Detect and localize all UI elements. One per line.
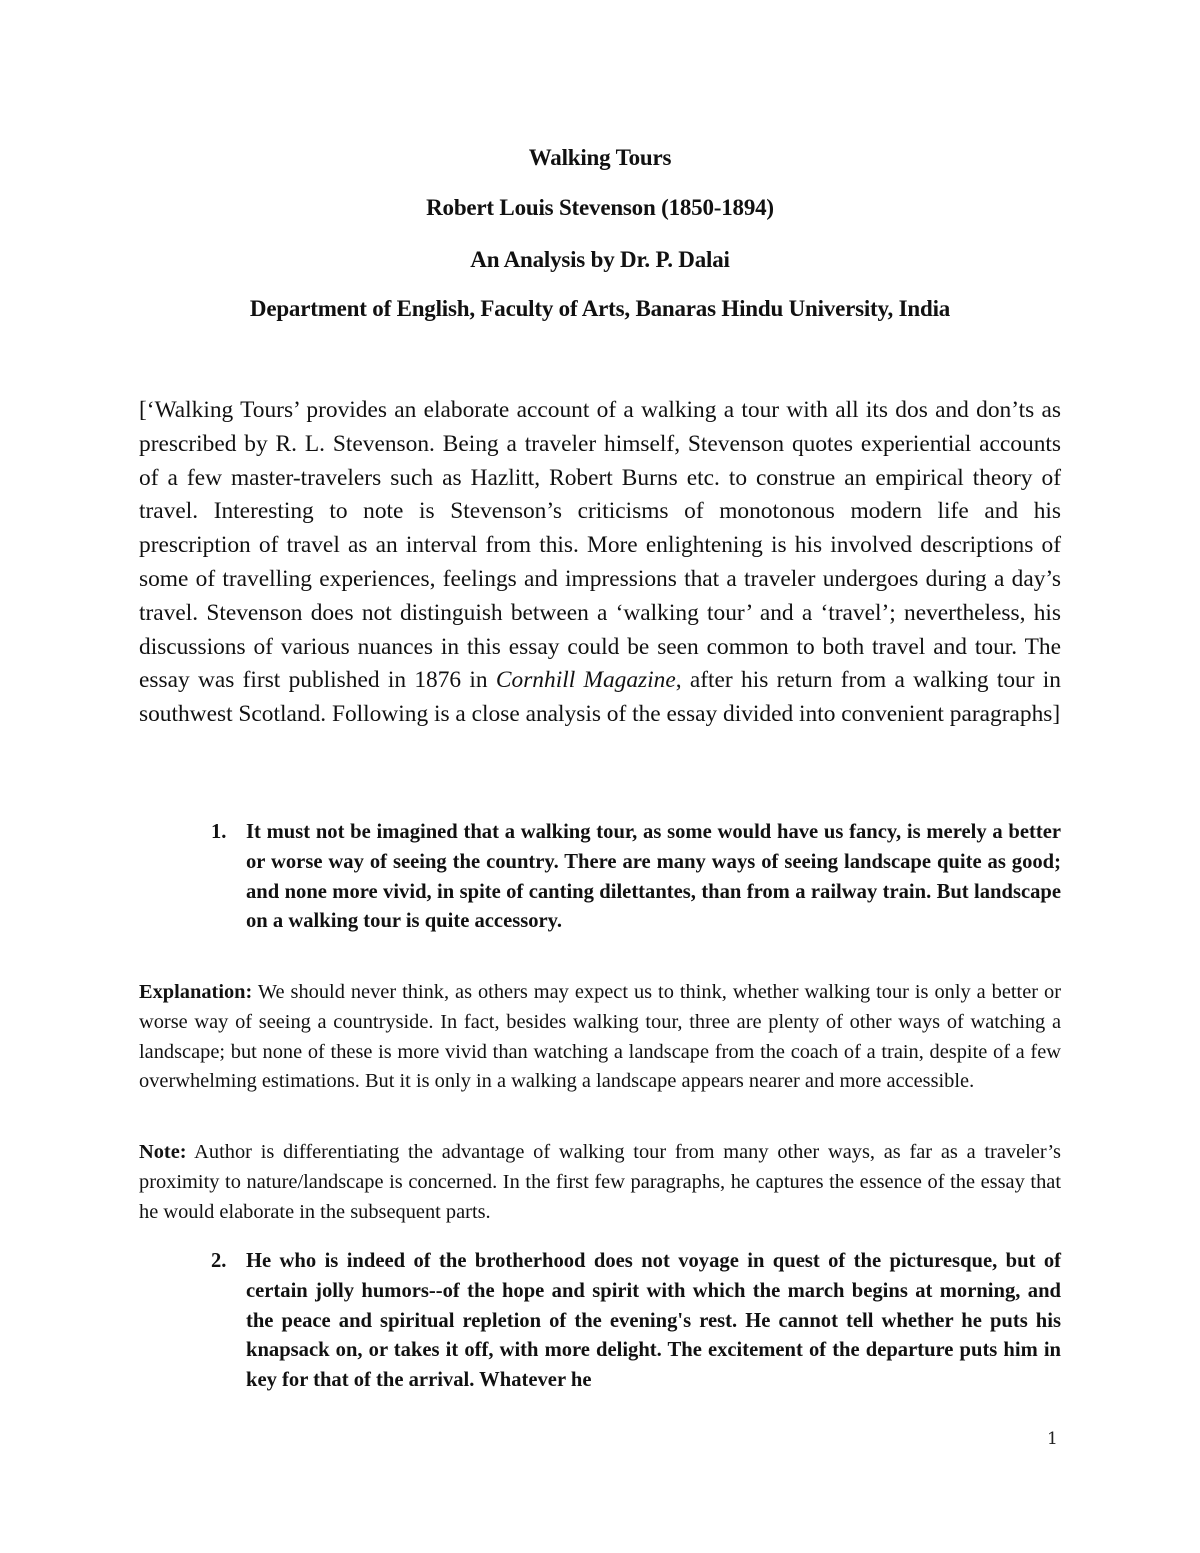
note-text: Author is differentiating the advantage of walking tour from many other ways, as far as a traveler’s proximity to nature/landscape is concerned. In the first few paragraphs, he captures the essence of the essay that he would elaborate in the subsequent parts. xyxy=(139,1141,1061,1223)
quoted-passage-2 xyxy=(211,1247,1061,1396)
intro-paragraph xyxy=(139,394,1061,732)
passage-number: 2. xyxy=(211,1250,227,1272)
note-paragraph-1 xyxy=(139,1138,1061,1227)
author-line: Robert Louis Stevenson (1850-1894) xyxy=(426,195,774,220)
analyst-line: An Analysis by Dr. P. Dalai xyxy=(470,247,730,272)
intro-magazine-title: Cornhill Magazine xyxy=(495,667,676,694)
page-number: 1 xyxy=(1047,1429,1058,1449)
note-label: Note: xyxy=(139,1141,187,1163)
explanation-label: Explanation: xyxy=(139,981,253,1003)
intro-text-part2: , after his return from a walking tour in southwest Scotland. Following is a close analysis of the essay divided into convenient paragraphs] xyxy=(139,667,1061,728)
quoted-passage-1 xyxy=(211,818,1061,937)
passage-text: It must not be imagined that a walking tour, as some would have us fancy, is merely a better or worse way of seeing the country. There are many ways of seeing landscape quite as good; and none more vivid, in spite of canting dilettantes, than from a railway train. But landscape on a walking tour is quite accessory. xyxy=(246,821,1061,933)
explanation-paragraph-1 xyxy=(139,978,1061,1097)
department-line: Department of English, Faculty of Arts, Banaras Hindu University, India xyxy=(249,296,951,321)
explanation-text: We should never think, as others may expect us to think, whether walking tour is only a better or worse way of seeing a countryside. In fact, besides walking tour, three are plenty of other ways of watching a landscape; but none of these is more vivid than watching a landscape from the coach of a train, despite of a few overwhelming estimations. But it is only in a walking a landscape appears nearer and more accessible. xyxy=(139,981,1061,1093)
passage-number: 1. xyxy=(211,821,227,843)
document-title: Walking Tours xyxy=(528,145,672,170)
intro-text-part1: [‘Walking Tours’ provides an elaborate account of a walking a tour with all its dos and don’ts as prescribed by R. L. Stevenson. Being a traveler himself, Stevenson quotes experiential accounts of a few master-travelers such as Hazlitt, Robert Burns etc. to construe an empirical theory of travel. Interesting to note is Stevenson’s criticisms of monotonous modern life and his prescription of travel as an interval from this. More enlightening is his involved descriptions of some of travelling experiences, feelings and impressions that a traveler undergoes during a day’s travel. Stevenson does not distinguish between a ‘walking tour’ and a ‘travel’; nevertheless, his discussions of various nuances in this essay could be seen common to both travel and tour. The essay was first published in 1876 in xyxy=(139,397,1061,694)
passage-text: He who is indeed of the brotherhood does not voyage in quest of the picturesque, but of certain jolly humors--of the hope and spirit with which the march begins at morning, and the peace and spiritual repletion of the evening's rest. He cannot tell whether he puts his knapsack on, or takes it off, with more delight. The excitement of the departure puts him in key for that of the arrival. Whatever he xyxy=(246,1250,1061,1392)
